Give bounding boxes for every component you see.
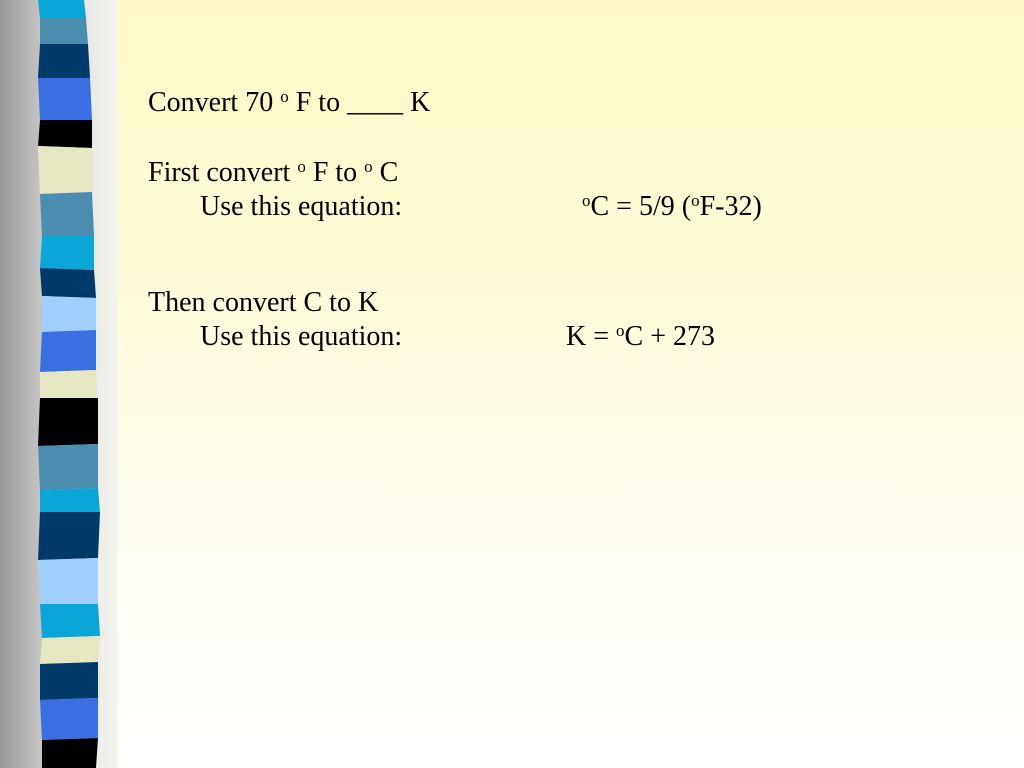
step1-text-before: First convert [148,157,298,188]
step1-heading [148,156,1008,190]
degree-symbol: o [280,87,289,106]
stripe [40,636,100,664]
equation-part: C + 273 [624,321,715,352]
stripe [40,192,94,236]
stripe [38,444,98,490]
stripe [38,146,92,194]
step1-equation-line [148,190,1008,224]
question-text-after: F to ____ K [288,87,431,118]
step1-equation-label: Use this equation: [200,191,403,222]
degree-symbol: o [364,157,373,176]
left-decorative-band [0,0,118,768]
stripe [38,512,100,560]
stripe-decoration [34,0,100,768]
slide-body [148,86,1008,354]
equation-part: C = 5/9 ( [590,191,692,222]
stripe [40,662,98,700]
stripe [38,78,92,120]
step2-heading [148,286,1008,320]
stripe [38,398,98,446]
degree-symbol: o [616,321,625,340]
equation-part: F-32) [699,191,762,222]
degree-symbol: o [582,191,591,210]
stripe [38,120,92,148]
stripe [38,558,98,604]
question-line [148,86,1008,120]
degree-symbol: o [297,157,306,176]
degree-symbol: o [691,191,700,210]
stripe [40,488,100,512]
stripe [38,0,86,18]
celsius-to-kelvin-equation [566,320,715,357]
stripe [40,236,94,270]
stripe [40,268,96,298]
equation-part: K = [566,321,617,352]
stripe [40,18,88,44]
question-text-before: Convert 70 [148,87,281,118]
stripe [40,370,98,398]
step2-text: Then convert C to K [148,287,379,318]
step2-equation-label: Use this equation: [200,321,403,352]
fahrenheit-to-celsius-equation [582,190,762,227]
stripe [42,296,96,332]
stripe [40,698,98,740]
step1-text-mid: F to [305,157,365,188]
stripe [40,330,96,372]
step2-equation-line [148,320,1008,354]
step1-text-after: C [372,157,399,188]
stripe [42,738,98,768]
stripe [38,44,90,78]
stripe [40,604,100,638]
